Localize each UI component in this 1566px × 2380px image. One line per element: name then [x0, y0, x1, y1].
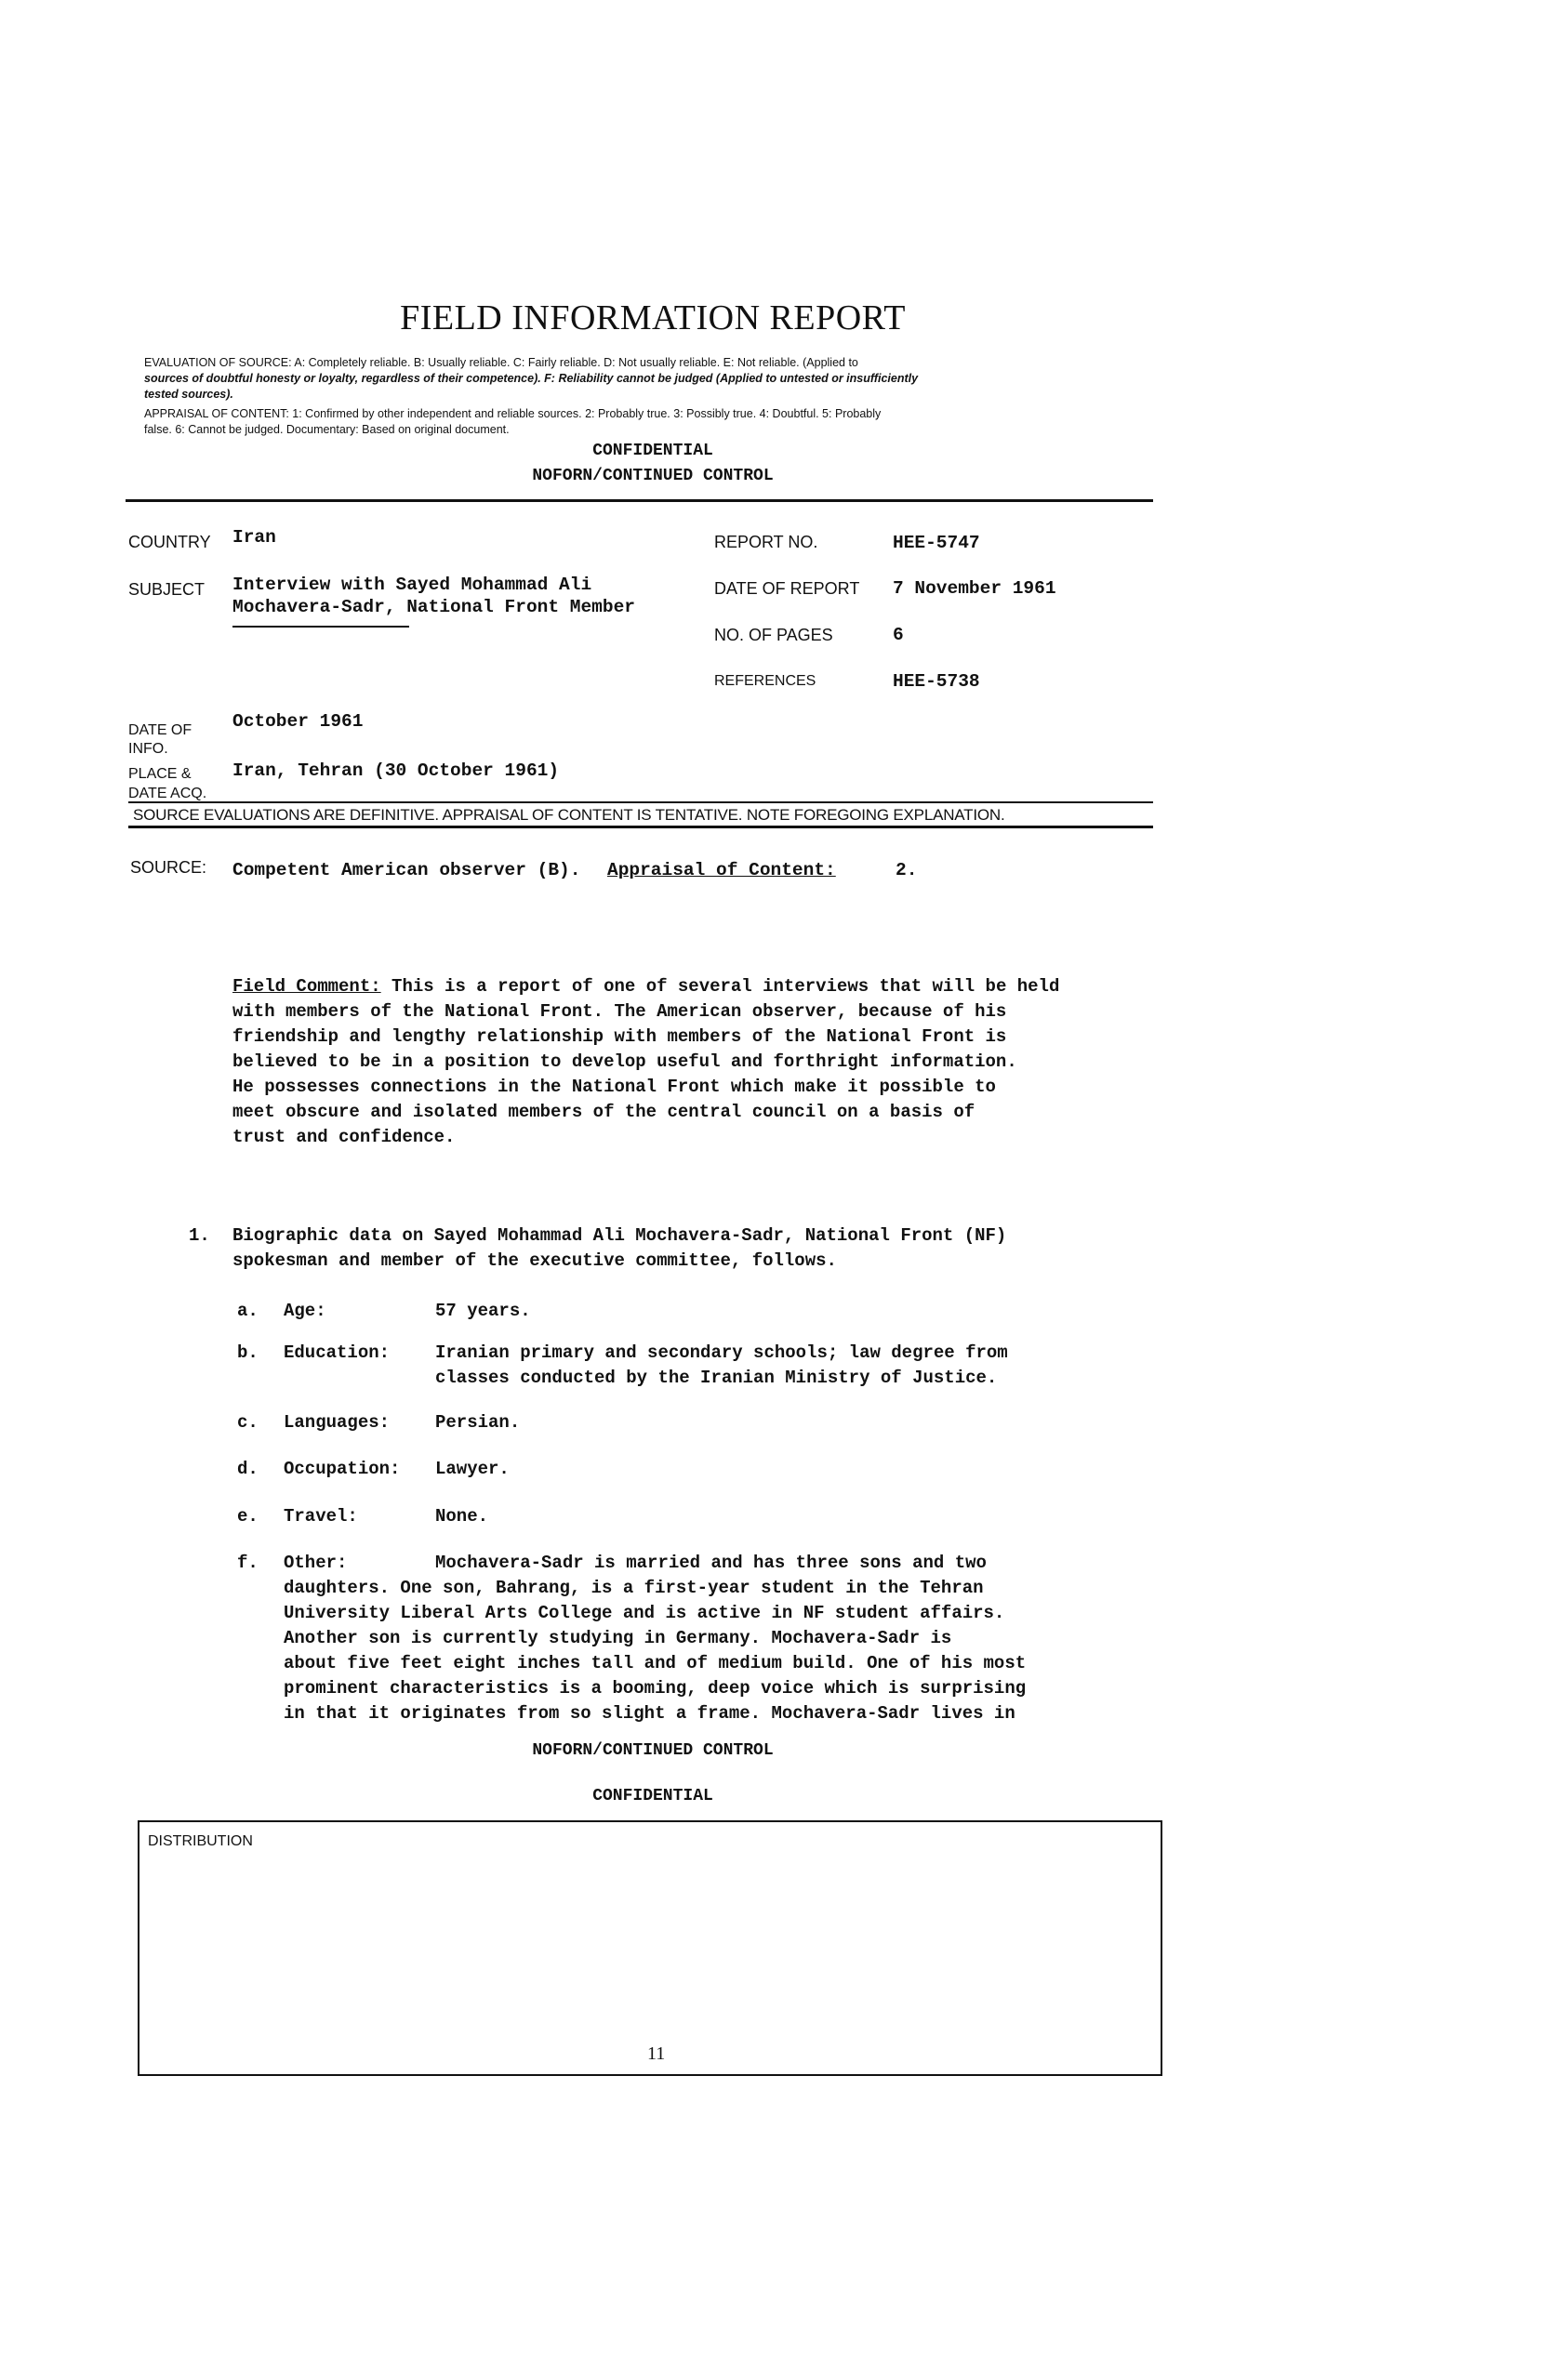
item-1-line-2: spokesman and member of the executive committee, follows. [232, 1250, 837, 1271]
subitem-e-value: None. [435, 1506, 489, 1527]
source-text: Competent American observer (B). [232, 860, 581, 880]
subject-value-line-2: Mochavera-Sadr, National Front Member [232, 597, 635, 617]
subitem-b-letter: b. [237, 1342, 259, 1363]
subitem-f-label: Other: [284, 1553, 348, 1573]
evaluation-legend [144, 355, 1148, 438]
source-label: SOURCE: [130, 858, 207, 877]
report-no-label: REPORT NO. [714, 533, 818, 551]
classification-top: CONFIDENTIAL [592, 442, 713, 460]
subitem-f-line-1: Mochavera-Sadr is married and has three sons and two [435, 1553, 987, 1573]
evaluation-line-1: EVALUATION OF SOURCE: A: Completely reliable. B: Usually reliable. C: Fairly reliable. D: Not usually reliable. E: Not reliable. (Applied to [144, 356, 858, 369]
classification-bottom: CONFIDENTIAL [592, 1787, 713, 1805]
place-value: Iran, Tehran (30 October 1961) [232, 760, 560, 781]
place-label [128, 764, 206, 803]
subitem-f-line-2: daughters. One son, Bahrang, is a first-year student in the Tehran [284, 1578, 984, 1598]
subitem-e-letter: e. [237, 1506, 259, 1527]
subitem-e-label: Travel: [284, 1506, 358, 1527]
distribution-label: DISTRIBUTION [148, 1833, 253, 1849]
subitem-d-letter: d. [237, 1459, 259, 1479]
subitem-a-label: Age: [284, 1301, 326, 1321]
field-comment [232, 974, 1162, 1150]
field-comment-line-4: believed to be in a position to develop useful and forthright information. [232, 1051, 1017, 1072]
subitem-b-value [435, 1341, 1008, 1391]
date-of-info-value: October 1961 [232, 711, 364, 732]
subitem-f-line-3: University Liberal Arts College and is active in NF student affairs. [284, 1603, 1005, 1623]
subitem-a-value: 57 years. [435, 1301, 531, 1321]
item-1-number: 1. [189, 1225, 210, 1246]
subitem-f-line-4: Another son is currently studying in Germany. Mochavera-Sadr is [284, 1628, 952, 1648]
definitive-note: SOURCE EVALUATIONS ARE DEFINITIVE. APPRAISAL OF CONTENT IS TENTATIVE. NOTE FOREGOING EXPLANATION. [133, 806, 1005, 824]
field-comment-line-6: meet obscure and isolated members of the central council on a basis of [232, 1102, 975, 1122]
subject-value-line-1: Interview with Sayed Mohammad Ali [232, 575, 592, 595]
place-label-line-2: DATE ACQ. [128, 786, 207, 801]
field-comment-line-7: trust and confidence. [232, 1127, 456, 1147]
subitem-a-letter: a. [237, 1301, 259, 1321]
date-of-info-label [128, 721, 192, 759]
page-number: 11 [647, 2043, 666, 2064]
subitem-f-line-5: about five feet eight inches tall and of medium build. One of his most [284, 1653, 1027, 1673]
references-label: REFERENCES [714, 673, 816, 689]
subitem-b-label: Education: [284, 1342, 391, 1363]
country-value: Iran [232, 527, 276, 548]
field-comment-line-5: He possesses connections in the National Front which make it possible to [232, 1077, 996, 1097]
note-rule-bottom [128, 826, 1153, 828]
field-comment-line-3: friendship and lengthy relationship with members of the National Front is [232, 1026, 1007, 1047]
field-comment-label: Field Comment: [232, 976, 381, 997]
date-of-report-value: 7 November 1961 [893, 578, 1056, 599]
appraisal-value: 2. [896, 860, 918, 880]
subitem-c-value: Persian. [435, 1412, 521, 1433]
appraisal-label: Appraisal of Content: [607, 860, 836, 880]
references-value: HEE-5738 [893, 671, 980, 692]
appraisal-line-2: false. 6: Cannot be judged. Documentary: Based on original document. [144, 423, 510, 436]
subitem-f-line-7: in that it originates from so slight a frame. Mochavera-Sadr lives in [284, 1703, 1015, 1724]
date-of-info-label-line-1: DATE OF [128, 722, 192, 738]
pages-label: NO. OF PAGES [714, 626, 833, 644]
item-1-line-1: Biographic data on Sayed Mohammad Ali Mochavera-Sadr, National Front (NF) [232, 1225, 1007, 1246]
subitem-c-letter: c. [237, 1412, 259, 1433]
subitem-f-value [435, 1551, 987, 1576]
subitem-f-line-6: prominent characteristics is a booming, deep voice which is surprising [284, 1678, 1027, 1699]
subitem-d-label: Occupation: [284, 1459, 401, 1479]
note-rule-top [128, 801, 1153, 803]
subitem-d-value: Lawyer. [435, 1459, 510, 1479]
distribution-box [138, 1820, 1162, 2076]
item-1-intro [232, 1223, 1162, 1274]
date-of-report-label: DATE OF REPORT [714, 579, 860, 598]
report-no-value: HEE-5747 [893, 533, 980, 553]
appraisal-line-1: APPRAISAL OF CONTENT: 1: Confirmed by other independent and reliable sources. 2: Probably true. 3: Possibly true. 4: Doubtful. 5: Probably [144, 407, 882, 420]
date-of-info-label-line-2: INFO. [128, 741, 168, 757]
place-label-line-1: PLACE & [128, 766, 192, 782]
subitem-c-label: Languages: [284, 1412, 391, 1433]
field-comment-line-1 [232, 974, 1162, 999]
subitem-f-letter: f. [237, 1553, 259, 1573]
report-title: FIELD INFORMATION REPORT [400, 298, 906, 337]
field-comment-line-2: with members of the National Front. The American observer, because of his [232, 1001, 1007, 1022]
evaluation-line-3: tested sources). [144, 388, 233, 401]
subitem-b-line-1: Iranian primary and secondary schools; law degree from [435, 1342, 1008, 1363]
control-marking-bottom: NOFORN/CONTINUED CONTROL [532, 1741, 774, 1760]
header-rule [126, 499, 1153, 502]
subitem-b-line-2: classes conducted by the Iranian Ministry of Justice. [435, 1368, 998, 1388]
subject-underline [232, 626, 409, 628]
field-comment-text-1: This is a report of one of several interviews that will be held [392, 976, 1060, 997]
subject-label: SUBJECT [128, 580, 206, 599]
pages-value: 6 [893, 625, 904, 645]
subitem-f-continuation [284, 1576, 1167, 1726]
control-marking-top: NOFORN/CONTINUED CONTROL [532, 467, 774, 485]
country-label: COUNTRY [128, 533, 211, 551]
evaluation-line-2: sources of doubtful honesty or loyalty, regardless of their competence). F: Reliability cannot be judged (Applied to untested or insufficiently [144, 372, 919, 385]
